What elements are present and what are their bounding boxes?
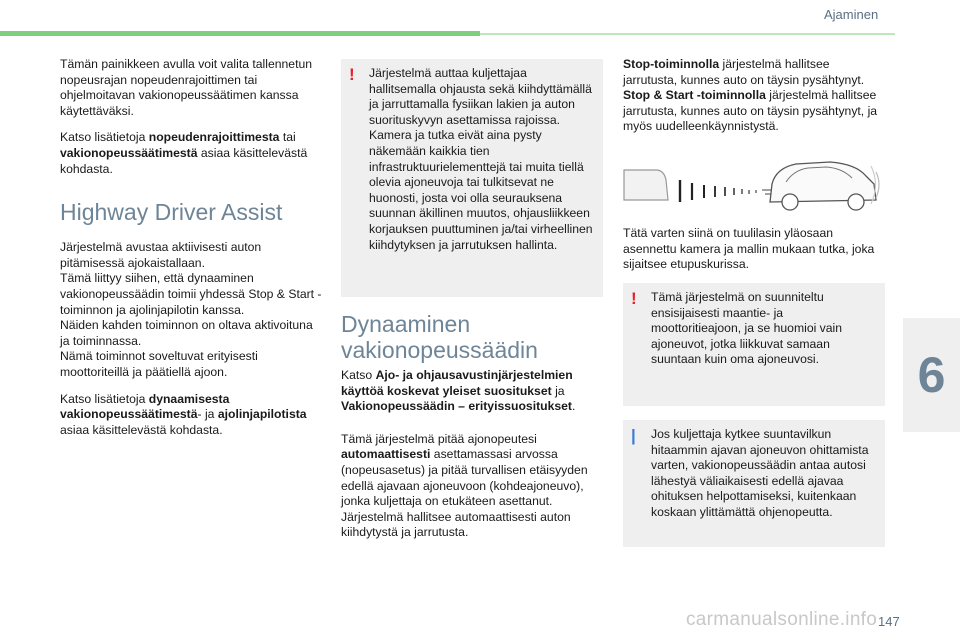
top-accent-bar <box>0 31 480 36</box>
paragraph: Tämän painikkeen avulla voit valita tallennetun nopeusrajan nopeudenrajoittimen tai ohjelmoitavan vakionopeussäätimen kanssa käytettäväksi. <box>60 57 313 118</box>
warning-text: Järjestelmä auttaa kuljettajaa hallitsemalla ohjausta sekä kiihdyttämällä ja jarruttamalla fysiikan lakien ja auton suorituskyvyn asettamissa rajoissa. Kamera ja tutka eivät aina pysty näkemään kaikkia tien infrastruktuurielementtejä tai muita tiellä olevia ajoneuvoja tai tulkitsevat ne huonosti, josta voi olla seurauksena suunnan äkillinen muutos, ohjausliikkeen korjauksen puuttuminen ja/tai virheellinen kiihdytyksen ja jarrutuksen hallinta. <box>369 66 593 252</box>
own-car-wheel <box>848 194 864 210</box>
warning-box <box>623 283 885 406</box>
image-caption: Tätä varten siinä on tuulilasin yläosaan asennettu kamera ja mallin mukaan tutka, joka sijaitsee etupuskurissa. <box>623 226 875 272</box>
column-3 <box>623 57 885 135</box>
paragraph: Näiden kahden toiminnon on oltava aktivoituna ja toiminnassa. <box>60 318 313 348</box>
chapter-number: 6 <box>917 347 946 403</box>
paragraph: Katso Ajo- ja ohjausavustinjärjestelmien käyttöä koskevat yleiset suositukset ja Vakionopeussäädin – erityissuositukset. <box>341 368 576 414</box>
info-text: Jos kuljettaja kytkee suuntavilkun hitaammin ajavan ajoneuvon ohittamista varten, vakionopeussäädin antaa autosi lähestyä väliaikaisesti edellä ajavaa ohituksen helpottamiseksi, kuitenkaan koskaan ylittämättä ohjenopeutta. <box>651 427 869 519</box>
paragraph: Tämä liittyy siihen, että dynaaminen vakionopeussäädin toimii yhdessä Stop & Start -toiminnon ja ajolinjapilotin kanssa. <box>60 271 322 317</box>
section-title: Ajaminen <box>824 7 879 22</box>
column-2 <box>341 368 603 541</box>
top-accent-line <box>480 33 895 35</box>
info-box <box>623 420 885 547</box>
paragraph: Katso lisätietoja nopeudenrajoittimesta tai vakionopeussäätimestä asiaa käsittelevästä kohdasta. <box>60 130 308 176</box>
chapter-tab <box>903 318 960 432</box>
watermark: carmanualsonline.info <box>686 609 878 630</box>
paragraph: Tämä järjestelmä pitää ajonopeutesi automaattisesti asettamassasi arvossa (nopeusasetus) ja pitää turvallisen etäisyyden edellä ajavaan ajoneuvoon (kohdeajoneuvo), jonka kuljettaja on etukäteen asettanut. <box>341 431 588 509</box>
column-1 <box>60 57 322 438</box>
own-car-wheel <box>782 194 798 210</box>
paragraph: Järjestelmä hallitsee automaattisesti auton kiihdytystä ja jarrutusta. <box>341 509 571 540</box>
page-number: 147 <box>878 614 900 629</box>
warning-icon: ! <box>349 65 355 84</box>
heading-highway-driver-assist: Highway Driver Assist <box>60 199 283 226</box>
heading-dynamic-cruise-control: Dynaaminen vakionopeussäädin <box>341 311 538 363</box>
warning-icon: ! <box>631 289 637 308</box>
paragraph: Stop-toiminnolla järjestelmä hallitsee jarrutusta, kunnes auto on täysin pysähtynyt. <box>623 57 865 87</box>
paragraph: Stop & Start -toiminnolla järjestelmä hallitsee jarrutusta, kunnes auto on täysin pysähtynyt, ja myös uudelleenkäynnistystä. <box>623 88 878 134</box>
warning-text: Tämä järjestelmä on suunniteltu ensisijaisesti maantie- ja moottoritieajoon, ja se huomioi vain ajoneuvot, jotka liikkuvat samaan suuntaan kuin oma ajoneuvosi. <box>651 290 843 367</box>
paragraph: Nämä toiminnot soveltuvat erityisesti moottoriteillä ja päätiellä ajoon. <box>60 349 258 379</box>
paragraph: Katso lisätietoja dynaamisesta vakionopeussäätimestä- ja ajolinjapilotista asiaa käsittelevästä kohdasta. <box>60 391 307 437</box>
car-radar-illustration <box>620 150 885 216</box>
front-car-shape <box>624 170 668 200</box>
warning-box <box>341 59 603 297</box>
info-icon: | <box>631 426 636 445</box>
paragraph: Järjestelmä avustaa aktiivisesti auton pitämisessä ajokaistallaan. <box>60 240 262 270</box>
